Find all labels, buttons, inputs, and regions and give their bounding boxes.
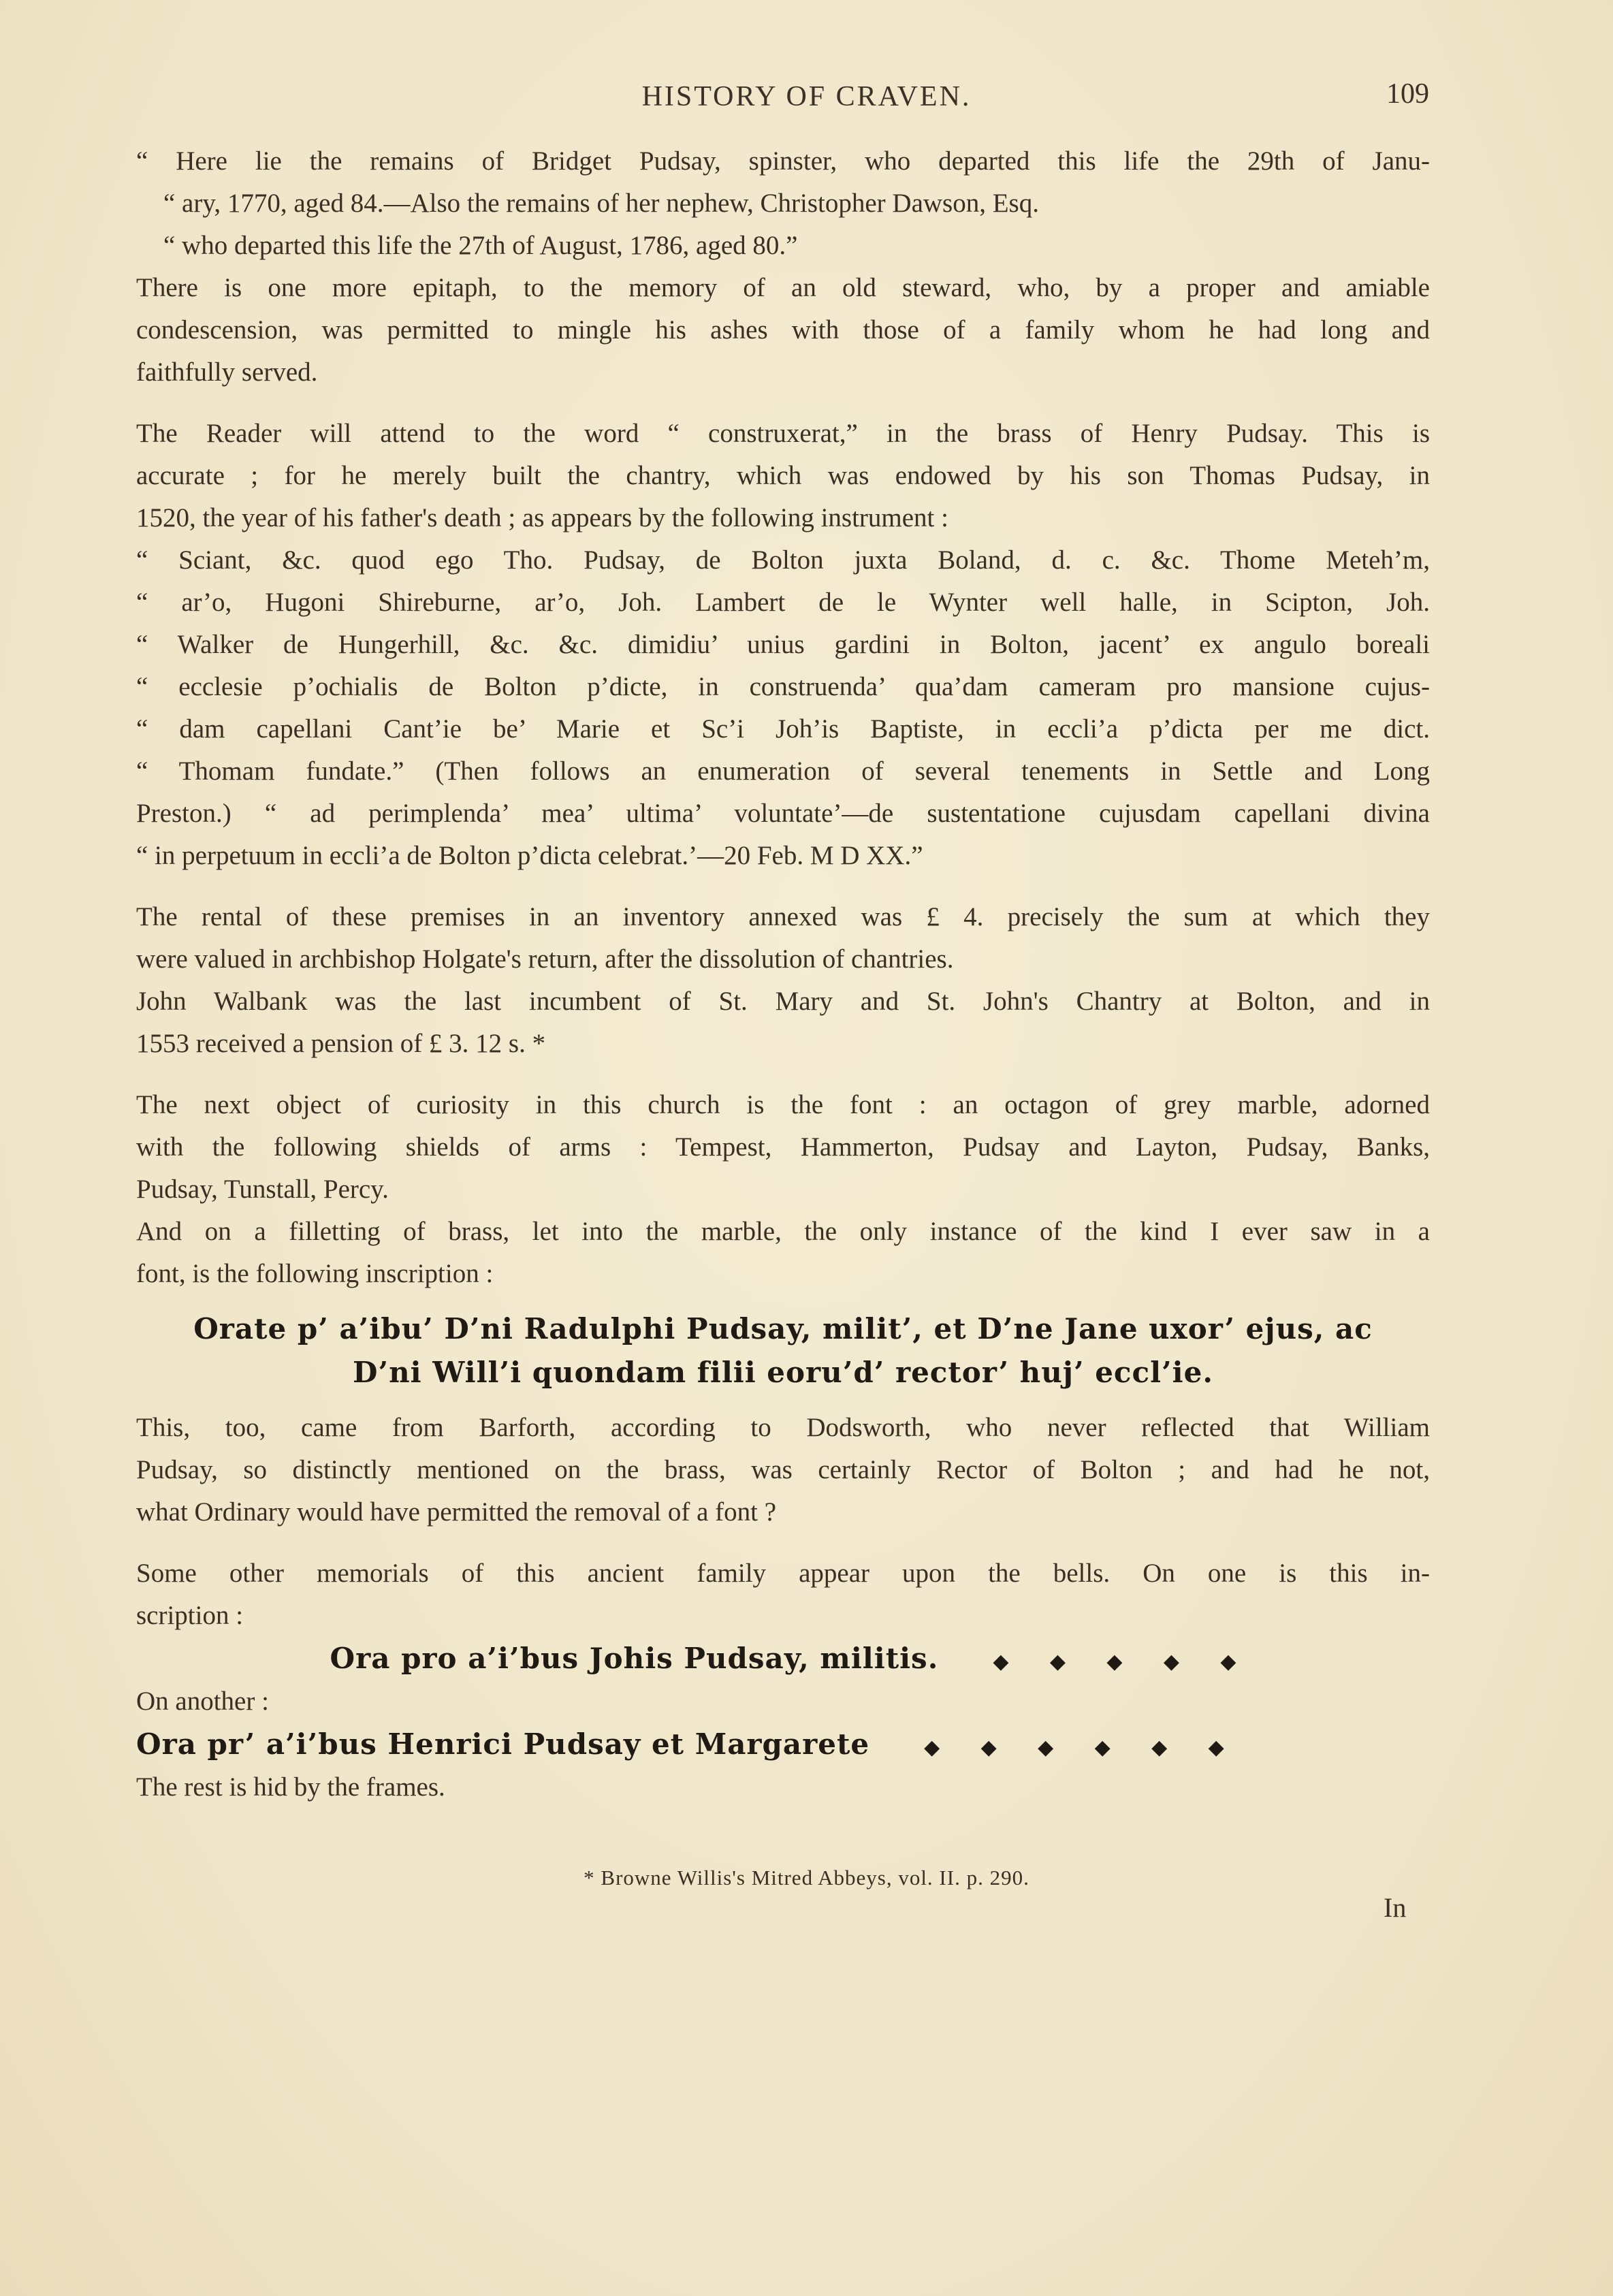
- body-text: [136, 140, 1430, 1808]
- inscription-text: Ora pr’ a’i’bus Henrici Pudsay et Margarete: [136, 1727, 870, 1761]
- text-line: “ Sciant, &c. quod ego Tho. Pudsay, de Bolton juxta Boland, d. c. &c. Thome Meteh’m,: [136, 545, 1430, 575]
- text-line: Some other memorials of this ancient family appear upon the bells. On one is this in-: [136, 1559, 1430, 1588]
- running-head: HISTORY OF CRAVEN.: [641, 81, 972, 112]
- paragraph-gap: [136, 877, 1430, 896]
- text-line: There is one more epitaph, to the memory of an old steward, who, by a proper and amiable: [136, 273, 1430, 302]
- text-line: “ in perpetuum in eccli’a de Bolton p’dicta celebrat.’—20 Feb. M D XX.”: [136, 841, 923, 870]
- text-line: John Walbank was the last incumbent of St. Mary and St. John's Chantry at Bolton, and in: [136, 987, 1430, 1016]
- text-line: “ ar’o, Hugoni Shireburne, ar’o, Joh. Lambert de le Wynter well halle, in Scipton, Joh.: [136, 588, 1430, 617]
- text-line: accurate ; for he merely built the chantry, which was endowed by his son Thomas Pudsay, in: [136, 461, 1430, 490]
- text-line: condescension, was permitted to mingle his ashes with those of a family whom he had long and: [136, 315, 1430, 345]
- text-line: scription :: [136, 1601, 244, 1630]
- blackletter-inscription: [136, 1307, 1430, 1351]
- text-line: “ Thomam fundate.” (Then follows an enumeration of several tenements in Settle and Long: [136, 756, 1430, 786]
- text-line: “ Walker de Hungerhill, &c. &c. dimidiu’ unius gardini in Bolton, jacent’ ex angulo boreali: [136, 630, 1430, 659]
- blackletter-inscription: [136, 1723, 1430, 1766]
- text-line: Preston.) “ ad perimplenda’ mea’ ultima’ voluntate’—de sustentatione cujusdam capellani divina: [136, 799, 1430, 828]
- ornament-dots: ◆ ◆ ◆ ◆ ◆ ◆: [924, 1736, 1224, 1759]
- text-line: “ who departed this life the 27th of August, 1786, aged 80.”: [163, 231, 798, 260]
- footnote: * Browne Willis's Mitred Abbeys, vol. II. p. 290.: [584, 1866, 1029, 1890]
- text-line: The Reader will attend to the word “ construxerat,” in the brass of Henry Pudsay. This is: [136, 419, 1430, 448]
- text-line: 1520, the year of his father's death ; as appears by the following instrument :: [136, 503, 948, 532]
- text-line: were valued in archbishop Holgate's return, after the dissolution of chantries.: [136, 944, 954, 974]
- text-line: “ ecclesie p’ochialis de Bolton p’dicte, in construenda’ qua’dam cameram pro mansione cujus-: [136, 672, 1430, 701]
- text-line: This, too, came from Barforth, according to Dodsworth, who never reflected that William: [136, 1413, 1430, 1442]
- text-line: with the following shields of arms : Tempest, Hammerton, Pudsay and Layton, Pudsay, Banks,: [136, 1132, 1430, 1162]
- text-line: faithfully served.: [136, 357, 318, 387]
- text-line: The rest is hid by the frames.: [136, 1772, 445, 1802]
- text-line: Pudsay, Tunstall, Percy.: [136, 1175, 389, 1204]
- text-line: what Ordinary would have permitted the removal of a font ?: [136, 1497, 777, 1527]
- small-gap: [136, 1295, 1430, 1307]
- paragraph-gap: [136, 1065, 1430, 1084]
- text-line: 1553 received a pension of £ 3. 12 s. *: [136, 1029, 546, 1058]
- text-line: font, is the following inscription :: [136, 1259, 494, 1288]
- text-line: “ dam capellani Cant’ie be’ Marie et Sc’i Joh’is Baptiste, in eccli’a p’dicta per me dict.: [136, 714, 1430, 744]
- paragraph-gap: [136, 394, 1430, 413]
- text-line: On another :: [136, 1687, 269, 1716]
- text-line: “ Here lie the remains of Bridget Pudsay, spinster, who departed this life the 29th of Janu-: [136, 146, 1430, 176]
- text-line: “ ary, 1770, aged 84.—Also the remains of her nephew, Christopher Dawson, Esq.: [163, 189, 1039, 218]
- page-number: 109: [1386, 78, 1429, 110]
- blackletter-inscription: [136, 1637, 1430, 1680]
- small-gap: [136, 1394, 1430, 1407]
- text-line: Pudsay, so distinctly mentioned on the brass, was certainly Rector of Bolton ; and had he not,: [136, 1455, 1430, 1484]
- text-line: The next object of curiosity in this church is the font : an octagon of grey marble, adorned: [136, 1090, 1430, 1119]
- blackletter-inscription: [136, 1351, 1430, 1394]
- text-line: The rental of these premises in an inventory annexed was £ 4. precisely the sum at which they: [136, 902, 1430, 931]
- inscription-text: D’ni Will’i quondam filii eoru’d’ rector’ huj’ eccl’ie.: [353, 1356, 1213, 1389]
- catchword: In: [1384, 1892, 1407, 1923]
- ornament-dots: ◆ ◆ ◆ ◆ ◆: [993, 1650, 1236, 1674]
- inscription-text: Ora pro a’i’bus Johis Pudsay, militis.: [330, 1642, 939, 1675]
- paragraph-gap: [136, 1533, 1430, 1552]
- text-line: And on a filletting of brass, let into the marble, the only instance of the kind I ever saw in a: [136, 1217, 1430, 1246]
- inscription-text: Orate p’ a’ibu’ D’ni Radulphi Pudsay, milit’, et D’ne Jane uxor’ ejus, ac: [193, 1312, 1373, 1345]
